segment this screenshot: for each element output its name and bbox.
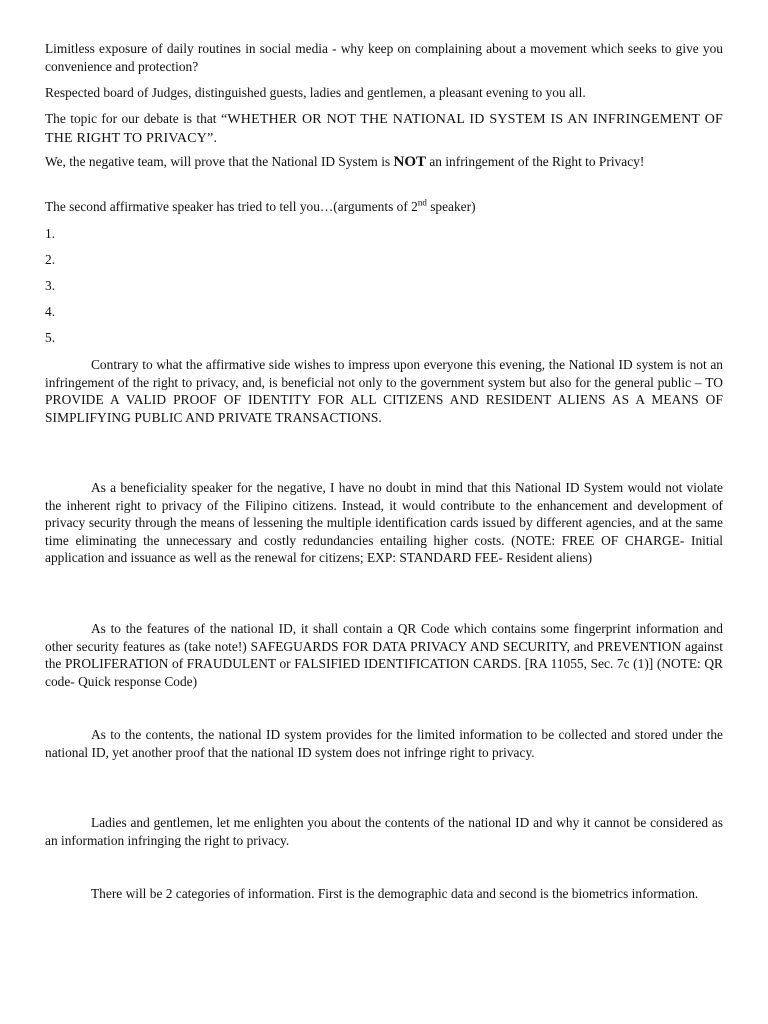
rebuttal-text: Contrary to what the affirmative side wishes to impress upon everyone this evening, the National ID system is not an infringement of the right to privacy, and, is beneficial not only to the government system but also for the general public – [45,357,723,390]
ordinal-suffix: nd [417,197,427,208]
team-statement-paragraph [45,153,723,172]
features-paragraph: As to the features of the national ID, it shall contain a QR Code which contains some fingerprint information and other security features as (take note!) SAFEGUARDS FOR DATA PRIVACY AND SECURITY, and PREVENTION against the PROLIFERATION of FRAUDULENT or FALSIFIED IDENTIFICATION CARDS. [RA 11055, Sec. 7c (1)] (NOTE: QR code- Quick response Code) [45,621,723,689]
beneficiality-paragraph: As a beneficiality speaker for the negative, I have no doubt in mind that this National ID System would not violate the inherent right to privacy of the Filipino citizens. Instead, it would contribute to the enhancement and development of privacy security through the means of lessening the multiple identification cards issued by different agencies, and at the same time eliminating the unnecessary and costly redundancies entailing higher costs. (NOTE: FREE OF CHARGE- Initial application and issuance as well as the renewal for citizens; EXP: STANDARD FEE- Resident aliens) [45,480,723,566]
categories-paragraph: There will be 2 categories of information. First is the demographic data and second is the biometrics information. [91,886,699,901]
list-item: 1. [45,226,56,241]
rebuttal-paragraph [45,356,723,426]
second-speaker-paragraph [45,198,723,216]
enlighten-paragraph: Ladies and gentlemen, let me enlighten you about the contents of the national ID and why it cannot be considered as an information infringing the right to privacy. [45,815,723,848]
emphasis-not: NOT [393,154,426,170]
list-item: 4. [45,304,56,319]
second-speaker-post: speaker) [426,199,476,214]
team-statement-pre: We, the negative team, will prove that the National ID System is [45,154,394,169]
opening-paragraph: Limitless exposure of daily routines in social media - why keep on complaining about a movement which seeks to give you convenience and protection? [45,41,723,74]
topic-intro: The topic for our debate is that [45,111,221,126]
topic-paragraph [45,110,723,147]
list-item: 5. [45,330,56,345]
greeting-paragraph: Respected board of Judges, distinguished guests, ladies and gentlemen, a pleasant evening to you all. [45,85,586,100]
debate-topic: “WHETHER OR NOT THE NATIONAL ID SYSTEM IS AN INFRINGEMENT OF THE RIGHT TO PRIVACY”. [45,112,723,146]
contents-paragraph: As to the contents, the national ID system provides for the limited information to be collected and stored under the national ID, yet another proof that the national ID system does not infringe right to privacy. [45,727,723,760]
rebuttal-purpose: TO PROVIDE A VALID PROOF OF IDENTITY FOR ALL CITIZENS AND RESIDENT ALIENS AS A MEANS OF SIMPLIFYING PUBLIC AND PRIVATE TRANSACTIONS. [45,374,723,425]
second-speaker-pre: The second affirmative speaker has tried to tell you…(arguments of 2 [45,199,418,214]
list-item: 3. [45,278,56,293]
list-item: 2. [45,252,56,267]
team-statement-post: an infringement of the Right to Privacy! [426,154,645,169]
